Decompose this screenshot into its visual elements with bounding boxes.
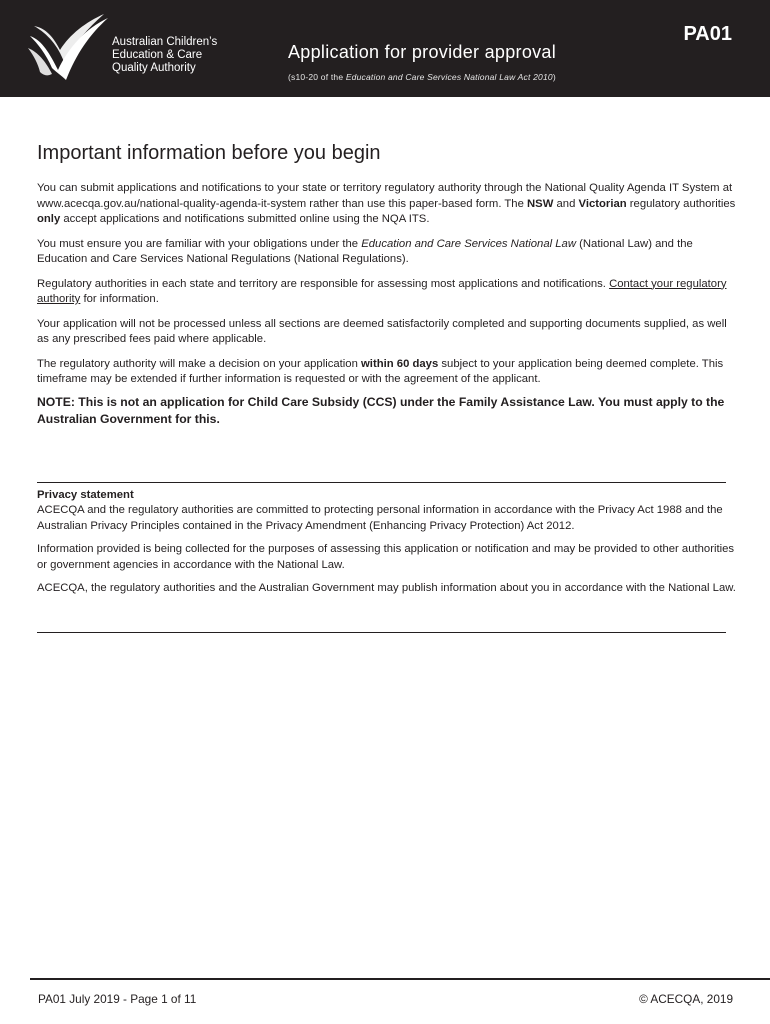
paragraph-decision [37, 357, 737, 388]
privacy-title: Privacy statement [37, 489, 134, 501]
p2-text-c: (National Law) and the Education and Care Services National Regulations (National Regulations). [37, 237, 693, 265]
page-number: PA01 July 2019 - Page 1 of 11 [38, 992, 197, 1006]
acecqa-logo-icon [28, 14, 110, 84]
form-title: Application for provider approval [288, 42, 557, 62]
privacy-bottom-divider [37, 632, 726, 633]
privacy-top-divider [37, 482, 726, 483]
p1-only: only [37, 213, 61, 225]
form-sub-prefix: (s10-20 of the [288, 72, 346, 82]
p5-text-a: The regulatory authority will make a decision on your application [37, 357, 362, 370]
privacy-paragraph-3: ACECQA, the regulatory authorities and the Australian Government may publish information about you in accordance with the National Law. [37, 582, 736, 594]
org-name [112, 36, 217, 75]
contact-authority-link[interactable]: Contact your regulatory authority [37, 277, 727, 305]
p1-text-g: accept applications and notifications submitted online using the NQA ITS. [60, 213, 430, 225]
page-header [0, 0, 770, 97]
paragraph-submission [37, 181, 737, 228]
form-sub-suffix: ) [552, 72, 556, 82]
privacy-statement [37, 488, 737, 605]
form-code: PA01 [683, 23, 732, 45]
paragraph-authorities [37, 277, 737, 308]
footer-divider [30, 978, 770, 980]
ccs-note: NOTE: This is not an application for Child Care Subsidy (CCS) under the Family Assistance Law. You must apply to the Australian Government for this. [37, 394, 725, 426]
p3-text-b: for information. [80, 293, 159, 305]
p5-text-c: subject to your application being deemed complete. This timeframe may be extended if further information is requested or with the agreement of the applicant. [37, 357, 724, 385]
org-line-2: Education & Care [112, 49, 203, 61]
copyright: © ACECQA, 2019 [639, 992, 733, 1006]
form-subtitle [288, 72, 556, 82]
org-line-3: Quality Authority [112, 62, 196, 74]
privacy-paragraph-2: Information provided is being collected for the purposes of assessing this application or notification and may be provided to other authorities or government agencies in accordance with the National Law. [37, 543, 735, 571]
p2-law-title: Education and Care Services National Law [361, 237, 576, 250]
p1-nsw: NSW [527, 197, 554, 210]
paragraph-processing: Your application will not be processed unless all sections are deemed satisfactorily completed and supporting documents supplied, as well as any prescribed fees paid where applicable. [37, 317, 727, 345]
form-sub-act: Education and Care Services National Law Act 2010 [345, 72, 553, 82]
p1-text-e: regulatory authorities [626, 197, 736, 210]
page-heading: Important information before you begin [37, 142, 381, 164]
p2-text-a: You must ensure you are familiar with your obligations under the [37, 237, 362, 250]
org-line-1: Australian Children’s [112, 36, 218, 48]
p1-victorian: Victorian [578, 197, 627, 210]
p1-text-a: You can submit applications and notifications to your state or territory regulatory authority through the National Quality Agenda IT System at www.acecqa.gov.au/national-quality-agenda-it-system rather than use this paper-based form. The [37, 182, 733, 210]
privacy-paragraph-1: ACECQA and the regulatory authorities are committed to protecting personal information in accordance with the Privacy Act 1988 and the Australian Privacy Principles contained in the Privacy Amendment (Enhancing Privacy Protection) Act 2012. [37, 504, 723, 532]
p3-text-a: Regulatory authorities in each state and territory are responsible for assessing most applications and notifications. [37, 277, 610, 290]
paragraph-obligations [37, 237, 737, 268]
p1-text-c: and [553, 197, 579, 210]
main-content [37, 142, 737, 437]
p5-60-days: within 60 days [361, 357, 439, 370]
